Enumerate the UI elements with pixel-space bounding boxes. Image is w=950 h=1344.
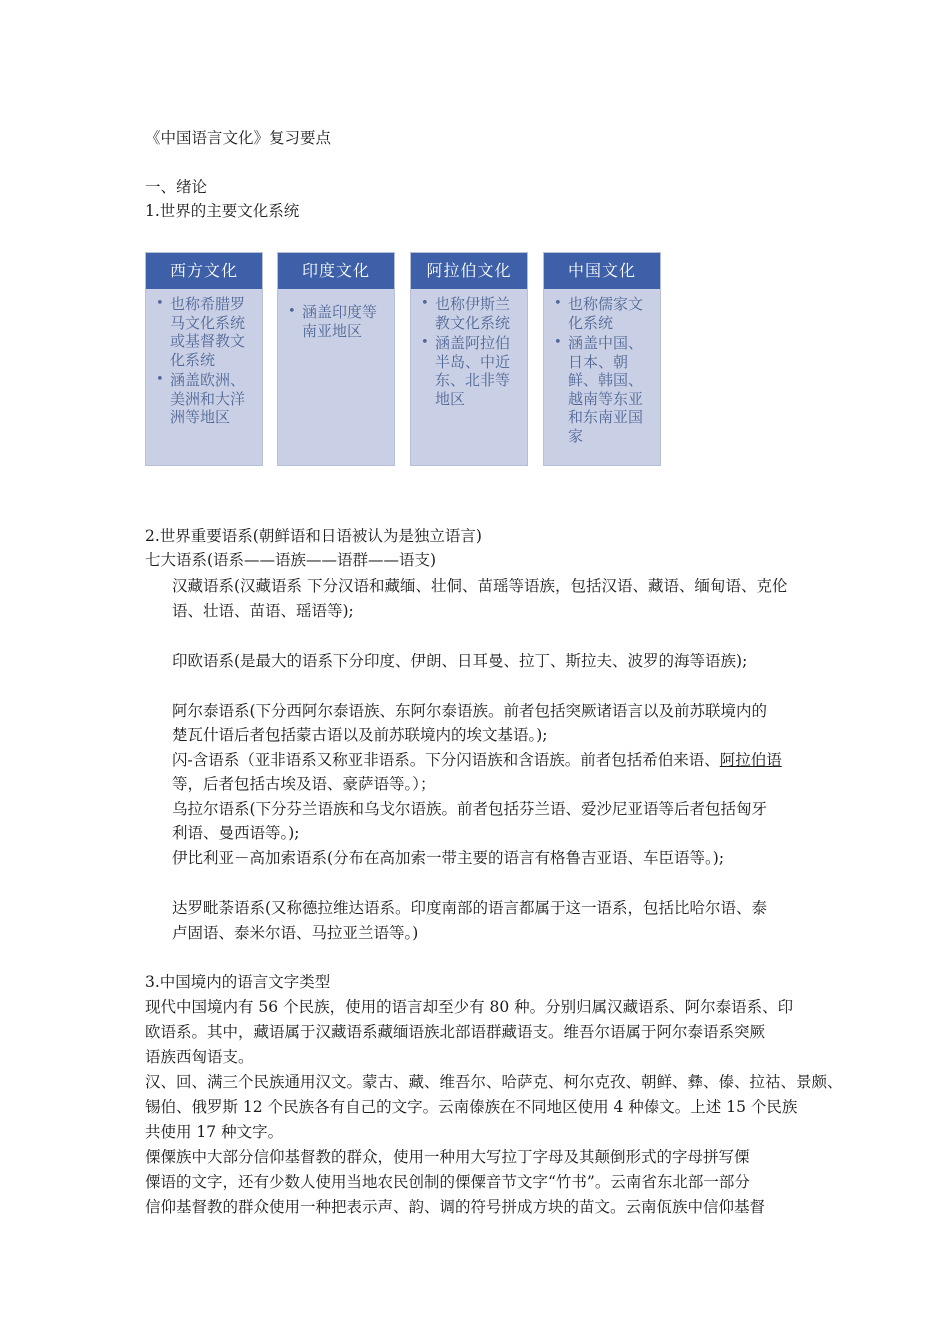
paragraph-indo-european: 印欧语系(是最大的语系下分印度、伊朗、日耳曼、拉丁、斯拉夫、波罗的海等语族); <box>172 652 748 670</box>
paragraph-caucasian: 伊比利亚－高加索语系(分布在高加索一带主要的语言有格鲁吉亚语、车臣语等。); <box>172 849 725 867</box>
culture-box-bullet: • 涵盖阿拉伯半岛、中近东、北非等地区 <box>435 334 521 408</box>
paragraph-line: 锡伯、俄罗斯 12 个民族各有自己的文字。云南傣族在不同地区使用 4 种傣文。上述 15 个民族 <box>145 1098 798 1116</box>
culture-box-bullet: • 涵盖中国、日本、朝鲜、韩国、越南等东亚和东南亚国家 <box>568 334 654 445</box>
culture-box-arabic <box>410 252 528 466</box>
culture-box-title: 西方文化 <box>146 253 262 289</box>
paragraph-altaic: 楚瓦什语后者包括蒙古语以及前苏联境内的埃文基语。); <box>172 726 548 744</box>
culture-box-indian <box>277 252 395 466</box>
paragraph-line: 语族西匈语支。 <box>145 1048 254 1066</box>
paragraph-line: 共使用 17 种文字。 <box>145 1123 284 1141</box>
paragraph-semitic: 等，后者包括古埃及语、豪萨语等。）； <box>172 775 436 793</box>
subheading-seven-families: 七大语系(语系——语族——语群——语支) <box>145 551 437 569</box>
culture-box-bullet: • 涵盖印度等南亚地区 <box>302 303 388 340</box>
section-heading-china-languages: 3.中国境内的语言文字类型 <box>145 973 331 991</box>
arabic-language-link[interactable]: 阿拉伯语 <box>719 751 782 769</box>
culture-box-title: 中国文化 <box>544 253 660 289</box>
paragraph-dravidian: 达罗毗荼语系(又称德拉维达语系。印度南部的语言都属于这一语系，包括比哈尔语、泰 <box>172 899 768 917</box>
paragraph-line: 欧语系。其中，藏语属于汉藏语系藏缅语族北部语群藏语支。维吾尔语属于阿尔泰语系突厥 <box>145 1023 766 1041</box>
subheading-culture-systems: 1.世界的主要文化系统 <box>145 202 300 220</box>
paragraph-altaic: 阿尔泰语系(下分西阿尔泰语族、东阿尔泰语族。前者包括突厥诸语言以及前苏联境内的 <box>172 702 768 720</box>
culture-box-bullet: • 也称伊斯兰教文化系统 <box>435 295 521 332</box>
culture-box-chinese <box>543 252 661 466</box>
culture-box-bullet: • 也称儒家文化系统 <box>568 295 654 332</box>
paragraph-line: 汉、回、满三个民族通用汉文。蒙古、藏、维吾尔、哈萨克、柯尔克孜、朝鲜、彝、傣、拉祜、景颇、 <box>145 1073 843 1091</box>
paragraph-line: 僳语的文字，还有少数人使用当地农民创制的傈僳音节文字“竹书”。云南省东北部一部分 <box>145 1173 750 1191</box>
culture-box-bullet: • 也称希腊罗马文化系统或基督教文化系统 <box>170 295 256 369</box>
document-title: 《中国语言文化》复习要点 <box>145 129 332 147</box>
semitic-text: 闪-含语系（亚非语系又称亚非语系。下分闪语族和含语族。前者包括希伯来语、 <box>172 751 720 769</box>
section-heading-language-families: 2.世界重要语系(朝鲜语和日语被认为是独立语言) <box>145 527 482 545</box>
paragraph-line: 现代中国境内有 56 个民族，使用的语言却至少有 80 种。分别归属汉藏语系、阿尔泰语系、印 <box>145 998 794 1016</box>
culture-box-bullet: • 涵盖欧洲、美洲和大洋洲等地区 <box>170 371 256 427</box>
paragraph-uralic: 乌拉尔语系(下分芬兰语族和乌戈尔语族。前者包括芬兰语、爱沙尼亚语等后者包括匈牙 <box>172 800 768 818</box>
paragraph-semitic <box>172 748 782 772</box>
paragraph-line: 信仰基督教的群众使用一种把表示声、韵、调的符号拼成方块的苗文。云南佤族中信仰基督 <box>145 1198 766 1216</box>
culture-box-title: 印度文化 <box>278 253 394 289</box>
paragraph-line: 傈僳族中大部分信仰基督教的群众，使用一种用大写拉丁字母及其颠倒形式的字母拼写傈 <box>145 1148 750 1166</box>
paragraph-uralic: 利语、曼西语等。); <box>172 824 300 842</box>
culture-box-western <box>145 252 263 466</box>
paragraph-sino-tibetan: 汉藏语系(汉藏语系 下分汉语和藏缅、壮侗、苗瑶等语族，包括汉语、藏语、缅甸语、克伦 <box>172 577 788 595</box>
culture-box-title: 阿拉伯文化 <box>411 253 527 289</box>
paragraph-sino-tibetan: 语、壮语、苗语、瑶语等); <box>172 602 354 620</box>
paragraph-dravidian: 卢固语、泰米尔语、马拉亚兰语等。) <box>172 924 419 942</box>
section-heading-introduction: 一、绪论 <box>145 178 208 196</box>
